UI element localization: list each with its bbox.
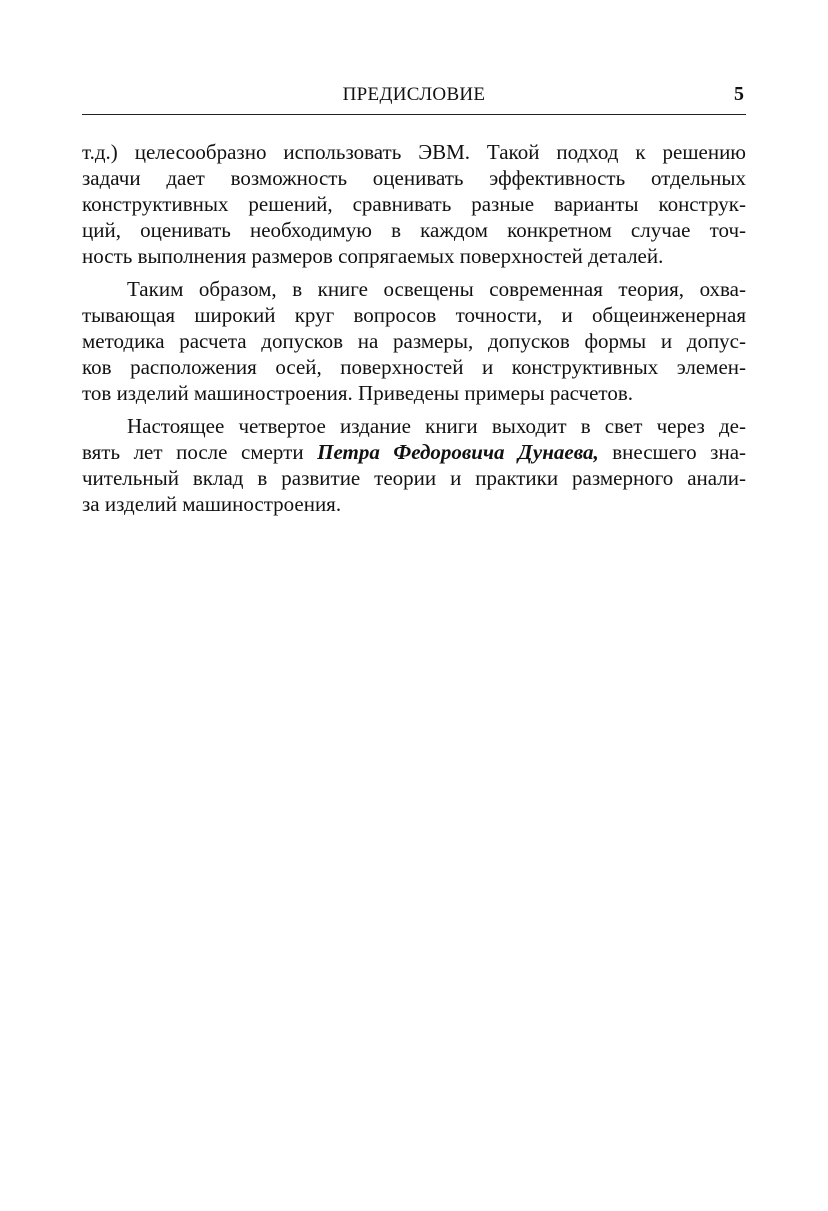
- text-line-with-emphasis: [82, 439, 746, 465]
- text-line: Таким образом, в книге освещены современная теория, охва-: [127, 277, 746, 301]
- text-line: конструктивных решений, сравнивать разные варианты конструк-: [82, 192, 746, 216]
- book-page: [82, 80, 746, 517]
- page-number: 5: [734, 83, 744, 105]
- author-name-emphasis: Петра Федоровича Дунаева,: [317, 440, 599, 464]
- running-header: [82, 80, 746, 115]
- running-title: ПРЕДИСЛОВИЕ: [342, 84, 486, 105]
- text-line: методика расчета допусков на размеры, допусков формы и допус-: [82, 329, 746, 353]
- paragraph-2: [82, 276, 746, 406]
- text-segment: внесшего зна-: [612, 440, 747, 464]
- paragraph-1: [82, 139, 746, 269]
- text-line: ность выполнения размеров сопрягаемых поверхностей деталей.: [82, 244, 664, 268]
- text-line: за изделий машиностроения.: [82, 492, 342, 516]
- text-line: т.д.) целесообразно использовать ЭВМ. Такой подход к решению: [82, 140, 746, 164]
- text-line: чительный вклад в развитие теории и практики размерного анали-: [82, 466, 746, 490]
- text-segment: вять лет после смерти: [82, 440, 304, 464]
- text-line: тов изделий машиностроения. Приведены примеры расчетов.: [82, 381, 633, 405]
- text-line: задачи дает возможность оценивать эффективность отдельных: [82, 166, 746, 190]
- text-line: ков расположения осей, поверхностей и конструктивных элемен-: [82, 355, 746, 379]
- text-line: тывающая широкий круг вопросов точности, и общеинженерная: [82, 303, 746, 327]
- body-text: [82, 139, 746, 517]
- text-line: Настоящее четвертое издание книги выходит в свет через де-: [127, 414, 746, 438]
- text-line: ций, оценивать необходимую в каждом конкретном случае точ-: [82, 218, 746, 242]
- paragraph-3: [82, 413, 746, 517]
